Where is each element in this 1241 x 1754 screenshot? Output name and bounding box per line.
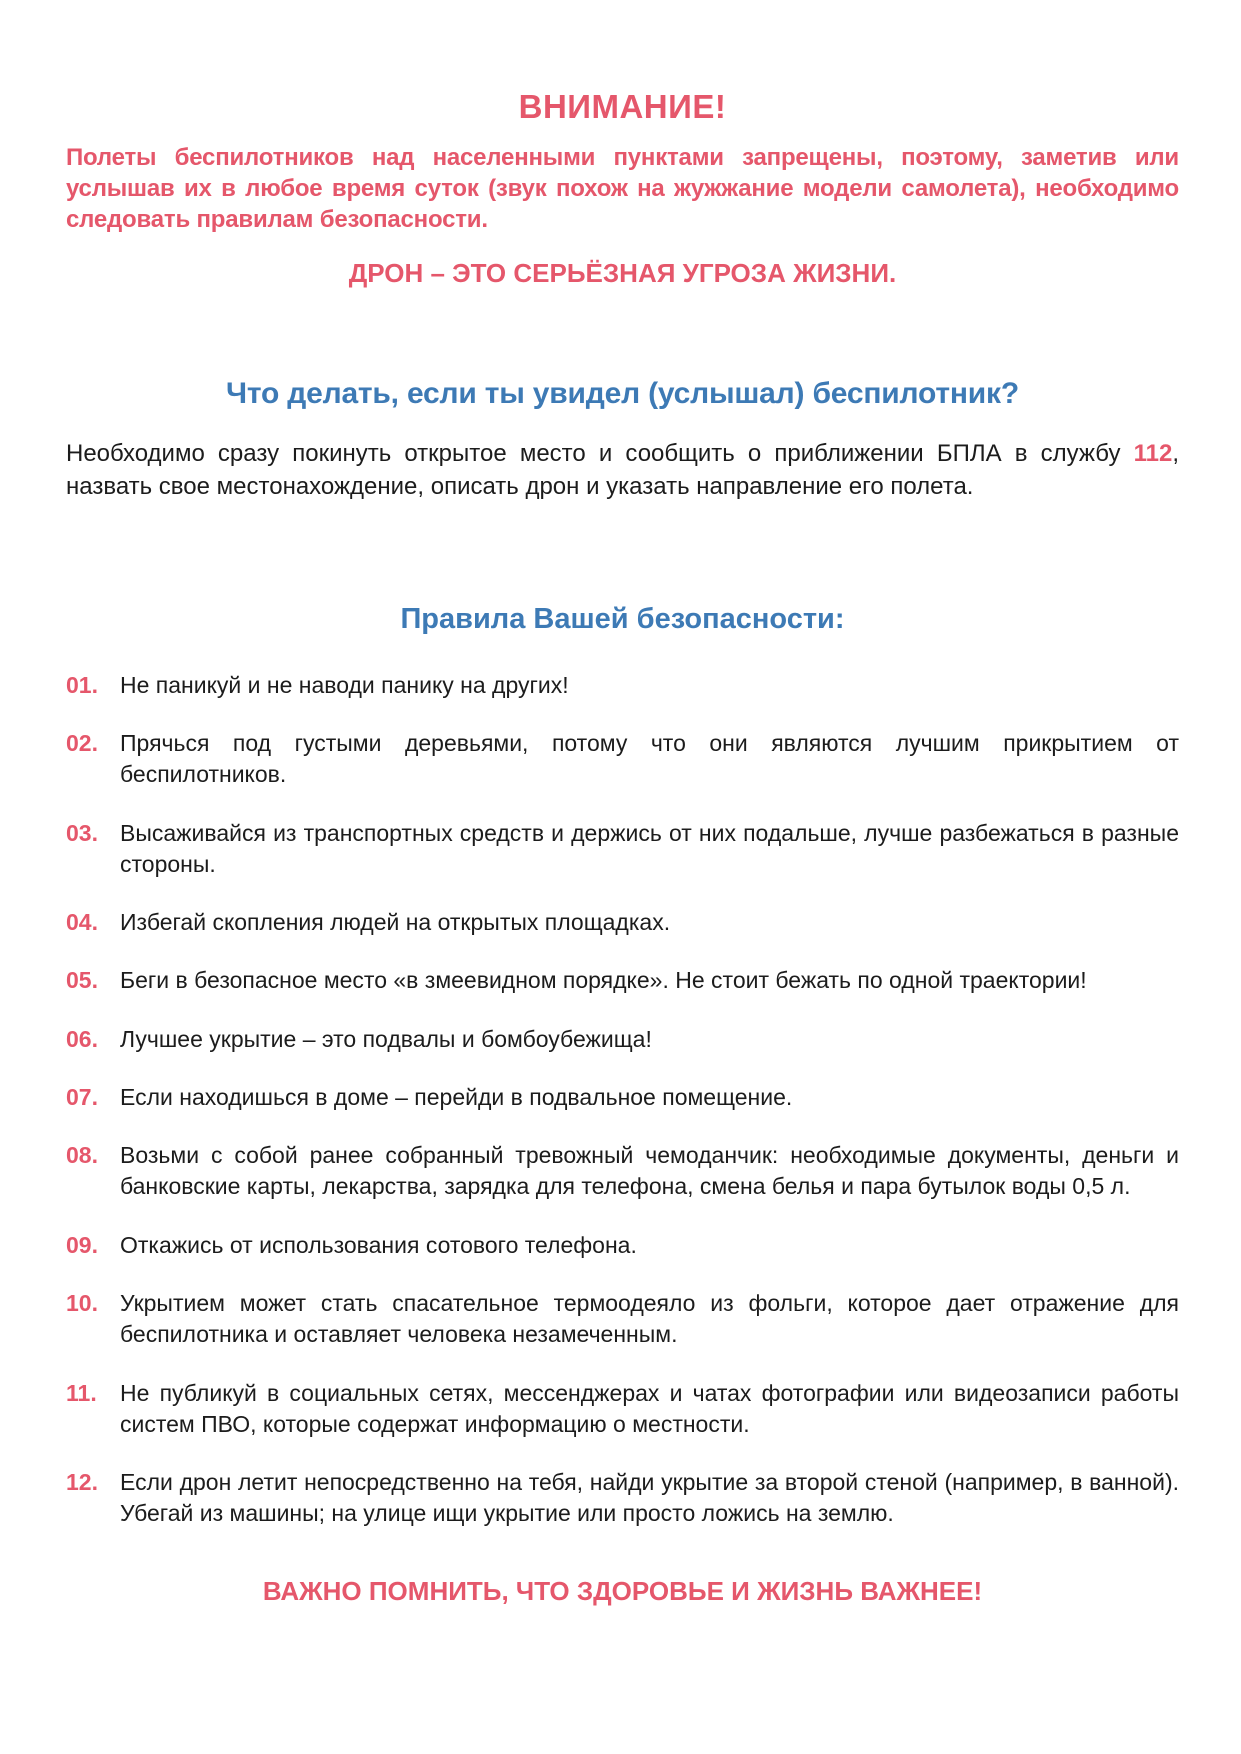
rule-text: Если находишься в доме – перейди в подвальное помещение. [120,1083,793,1110]
rule-item [66,1140,1179,1203]
rule-number: 10. [66,1289,98,1316]
rule-item [66,1082,1179,1113]
instruction-text-before: Необходимо сразу покинуть открытое место и сообщить о приближении БПЛА в службу [66,439,1121,467]
rule-number: 08. [66,1142,98,1169]
rule-item [66,965,1179,996]
rule-text: Беги в безопасное место «в змеевидном порядке». Не стоит бежать по одной траектории! [120,967,1087,994]
rule-item [66,907,1179,938]
rule-text: Не публикуй в социальных сетях, мессенджерах и чатах фотографии или видеозаписи работы систем ПВО, которые содержат информацию о местности. [120,1379,1179,1437]
rule-text: Прячься под густыми деревьями, потому что они являются лучшим прикрытием от беспилотников. [120,730,1179,788]
rule-number: 09. [66,1231,98,1258]
emergency-number: 112 [1133,439,1173,467]
rule-number: 02. [66,730,98,757]
rule-item [66,818,1179,881]
rule-item [66,728,1179,791]
rule-item [66,1230,1179,1261]
rules-list [66,670,1179,1530]
instruction-text-after: , назвать свое местонахождение, описать дрон и указать направление его полета. [66,439,1179,500]
rule-text: Укрытием может стать спасательное термоодеяло из фольги, которое дает отражение для беспилотника и оставляет человека незамеченным. [120,1289,1179,1348]
rule-number: 05. [66,967,98,994]
rule-item [66,1378,1179,1441]
rules-heading: Правила Вашей безопасности: [400,602,845,635]
instruction-paragraph [66,437,1179,503]
rule-number: 03. [66,819,98,846]
rule-text: Не паникуй и не наводи панику на других! [120,671,569,698]
rule-text: Возьми с собой ранее собранный тревожный чемоданчик: необходимые документы, деньги и банковские карты, лекарства, зарядка для телефона, смена белья и пара бутылок воды 0,5 л. [120,1142,1179,1200]
attention-paragraph: Полеты беспилотников над населенными пунктами запрещены, поэтому, заметив или услышав их в любое время суток (звук похож на жужжание модели самолета), необходимо следовать правилам безопасности. [66,144,1179,234]
footer-note: ВАЖНО ПОМНИТЬ, ЧТО ЗДОРОВЬЕ И ЖИЗНЬ ВАЖНЕЕ! [262,1575,983,1606]
attention-title: ВНИМАНИЕ! [518,88,727,125]
rule-number: 11. [66,1379,97,1406]
rule-number: 12. [66,1469,98,1496]
rule-number: 07. [66,1083,98,1110]
rule-item [66,1288,1179,1351]
rule-item [66,1024,1179,1055]
rule-number: 04. [66,909,98,936]
rule-text: Высаживайся из транспортных средств и держись от них подальше, лучше разбежаться в разные стороны. [120,819,1179,877]
rule-text: Избегай скопления людей на открытых площадках. [120,909,671,936]
rule-text: Если дрон летит непосредственно на тебя, найди укрытие за второй стеной (например, в ванной). Убегай из машины; на улице ищи укрытие или просто ложись на землю. [120,1469,1179,1527]
rule-text: Откажись от использования сотового телефона. [120,1231,637,1258]
drone-threat-subtitle: ДРОН – ЭТО СЕРЬЁЗНАЯ УГРОЗА ЖИЗНИ. [348,257,897,288]
rule-text: Лучшее укрытие – это подвалы и бомбоубежища! [120,1025,652,1052]
rule-item [66,670,1179,701]
rule-number: 06. [66,1025,98,1052]
rule-item [66,1467,1179,1530]
rule-number: 01. [66,671,98,698]
what-to-do-heading: Что делать, если ты увидел (услышал) беспилотник? [226,376,1019,410]
